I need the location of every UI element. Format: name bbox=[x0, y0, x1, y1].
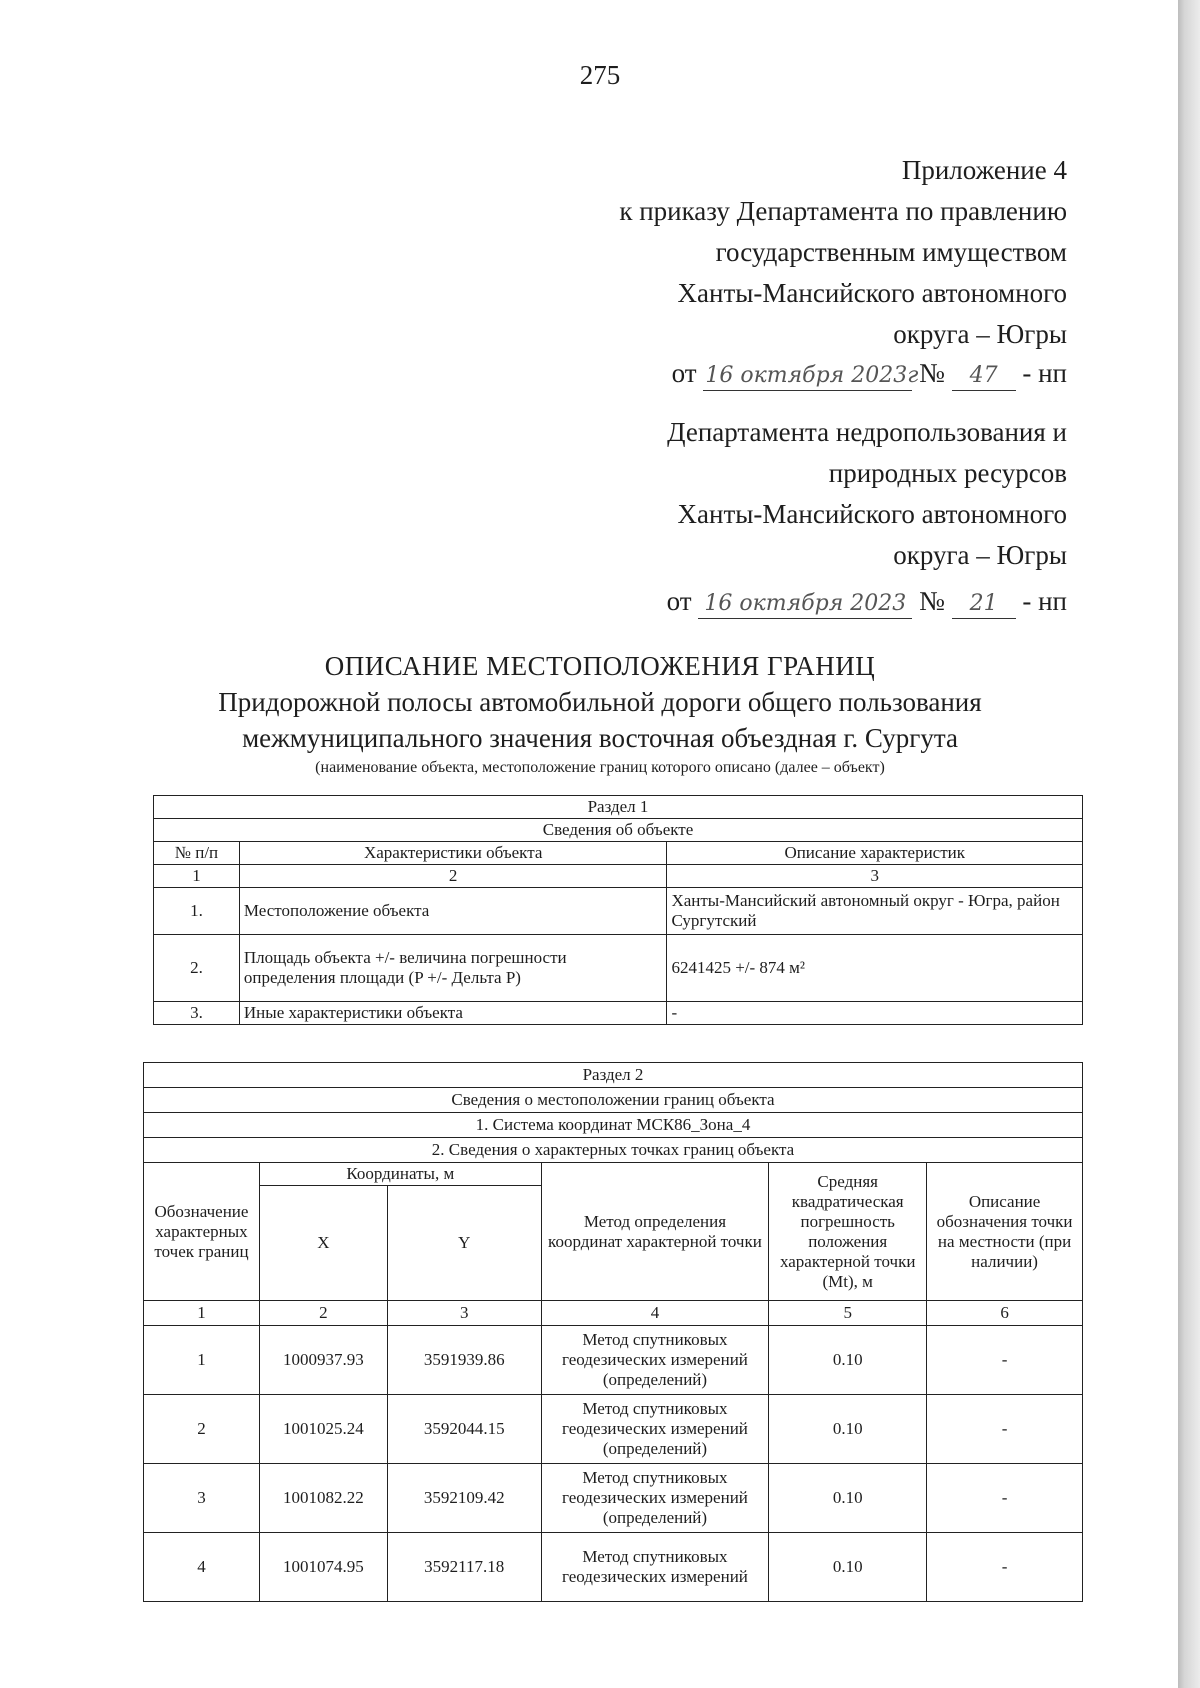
order-suffix: - нп bbox=[1022, 358, 1067, 388]
order-suffix: - нп bbox=[1022, 586, 1067, 616]
description-cell: Ханты-Мансийский автономный округ - Югра, район Сургутский bbox=[667, 888, 1083, 935]
characteristic-cell: Иные характеристики объекта bbox=[239, 1002, 667, 1025]
header-cell: Характеристики объекта bbox=[239, 842, 667, 865]
table-row bbox=[154, 935, 1083, 1002]
table-row bbox=[144, 1533, 1083, 1602]
column-number: 2 bbox=[239, 865, 667, 888]
column-number: 2 bbox=[259, 1301, 387, 1326]
column-number: 4 bbox=[541, 1301, 769, 1326]
document-title-block bbox=[0, 648, 1200, 780]
point-y: 3592117.18 bbox=[387, 1533, 541, 1602]
point-x: 1001074.95 bbox=[259, 1533, 387, 1602]
header-cell: № п/п bbox=[154, 842, 240, 865]
object-name-line: Придорожной полосы автомобильной дороги общего пользования bbox=[218, 687, 982, 717]
object-name-line: межмуниципального значения восточная объездная г. Сургута bbox=[242, 723, 958, 753]
point-description: - bbox=[927, 1464, 1083, 1533]
point-error: 0.10 bbox=[769, 1395, 927, 1464]
handwritten-number: 21 bbox=[952, 590, 1016, 619]
point-y: 3592044.15 bbox=[387, 1395, 541, 1464]
row-number: 1. bbox=[154, 888, 240, 935]
appendix-line: Ханты-Мансийского автономного bbox=[677, 278, 1067, 308]
point-x: 1001082.22 bbox=[259, 1464, 387, 1533]
point-method: Метод спутниковых геодезических измерений (определений) bbox=[541, 1464, 769, 1533]
order-line-2 bbox=[667, 586, 1067, 619]
point-y: 3591939.86 bbox=[387, 1326, 541, 1395]
section1-table bbox=[153, 795, 1083, 1025]
row-number: 3. bbox=[154, 1002, 240, 1025]
column-number: 1 bbox=[144, 1301, 260, 1326]
description-cell: - bbox=[667, 1002, 1083, 1025]
table-row bbox=[144, 1395, 1083, 1464]
point-description: - bbox=[927, 1326, 1083, 1395]
column-number: 3 bbox=[387, 1301, 541, 1326]
point-error: 0.10 bbox=[769, 1326, 927, 1395]
order-line-1 bbox=[672, 358, 1067, 391]
appendix-line: Приложение 4 bbox=[901, 155, 1067, 185]
point-error: 0.10 bbox=[769, 1464, 927, 1533]
section2-table bbox=[143, 1062, 1083, 1602]
page-number: 275 bbox=[579, 60, 621, 90]
row-number: 2. bbox=[154, 935, 240, 1002]
department-line: округа – Югры bbox=[893, 540, 1067, 570]
header-error: Средняя квадратическая погрешность положения характерной точки (Mt), м bbox=[769, 1163, 927, 1301]
header-designation: Обозначение характерных точек границ bbox=[144, 1163, 260, 1301]
point-description: - bbox=[927, 1395, 1083, 1464]
header-cell: Описание характеристик bbox=[667, 842, 1083, 865]
point-x: 1000937.93 bbox=[259, 1326, 387, 1395]
table-row bbox=[154, 888, 1083, 935]
appendix-line: к приказу Департамента по правлению bbox=[619, 196, 1067, 226]
department-header bbox=[507, 412, 1067, 576]
point-id: 4 bbox=[144, 1533, 260, 1602]
appendix-line: округа – Югры bbox=[893, 319, 1067, 349]
object-name-note: (наименование объекта, местоположение границ которого описано (далее – объект) bbox=[315, 759, 885, 776]
point-method: Метод спутниковых геодезических измерений bbox=[541, 1533, 769, 1602]
table-row bbox=[154, 1002, 1083, 1025]
column-number: 6 bbox=[927, 1301, 1083, 1326]
header-description: Описание обозначения точки на местности (при наличии) bbox=[927, 1163, 1083, 1301]
column-number: 1 bbox=[154, 865, 240, 888]
appendix-line: государственным имуществом bbox=[715, 237, 1067, 267]
page-edge-strip bbox=[1178, 0, 1200, 1688]
header-x: X bbox=[259, 1186, 387, 1301]
characteristic-cell: Местоположение объекта bbox=[239, 888, 667, 935]
header-coordinates: Координаты, м bbox=[259, 1163, 541, 1186]
point-id: 1 bbox=[144, 1326, 260, 1395]
point-error: 0.10 bbox=[769, 1533, 927, 1602]
header-y: Y bbox=[387, 1186, 541, 1301]
header-method: Метод определения координат характерной точки bbox=[541, 1163, 769, 1301]
description-cell: 6241425 +/- 874 м² bbox=[667, 935, 1083, 1002]
column-number: 3 bbox=[667, 865, 1083, 888]
department-line: Департамента недропользования и bbox=[667, 417, 1067, 447]
section1-title: Раздел 1 bbox=[154, 796, 1083, 819]
order-no-label: № bbox=[919, 586, 945, 616]
column-number: 5 bbox=[769, 1301, 927, 1326]
handwritten-number: 47 bbox=[952, 362, 1016, 391]
point-method: Метод спутниковых геодезических измерений (определений) bbox=[541, 1395, 769, 1464]
coordinate-system: 1. Система координат МСК86_Зона_4 bbox=[144, 1113, 1083, 1138]
points-title: 2. Сведения о характерных точках границ объекта bbox=[144, 1138, 1083, 1163]
point-id: 3 bbox=[144, 1464, 260, 1533]
section1-subtitle: Сведения об объекте bbox=[154, 819, 1083, 842]
point-id: 2 bbox=[144, 1395, 260, 1464]
table-row bbox=[144, 1464, 1083, 1533]
table-row bbox=[144, 1326, 1083, 1395]
appendix-header bbox=[507, 150, 1067, 355]
point-description: - bbox=[927, 1533, 1083, 1602]
department-line: природных ресурсов bbox=[828, 458, 1067, 488]
department-line: Ханты-Мансийского автономного bbox=[677, 499, 1067, 529]
section2-title: Раздел 2 bbox=[144, 1063, 1083, 1088]
order-from: от bbox=[666, 586, 692, 616]
order-no-label: № bbox=[919, 358, 945, 388]
document-title: ОПИСАНИЕ МЕСТОПОЛОЖЕНИЯ ГРАНИЦ bbox=[324, 651, 876, 681]
characteristic-cell: Площадь объекта +/- величина погрешности определения площади (P +/- Дельта P) bbox=[239, 935, 667, 1002]
point-method: Метод спутниковых геодезических измерений (определений) bbox=[541, 1326, 769, 1395]
point-y: 3592109.42 bbox=[387, 1464, 541, 1533]
handwritten-date: 16 октября 2023 bbox=[698, 590, 912, 619]
handwritten-date: 16 октября 2023г bbox=[703, 362, 912, 391]
section2-subtitle: Сведения о местоположении границ объекта bbox=[144, 1088, 1083, 1113]
order-from: от bbox=[671, 358, 697, 388]
point-x: 1001025.24 bbox=[259, 1395, 387, 1464]
